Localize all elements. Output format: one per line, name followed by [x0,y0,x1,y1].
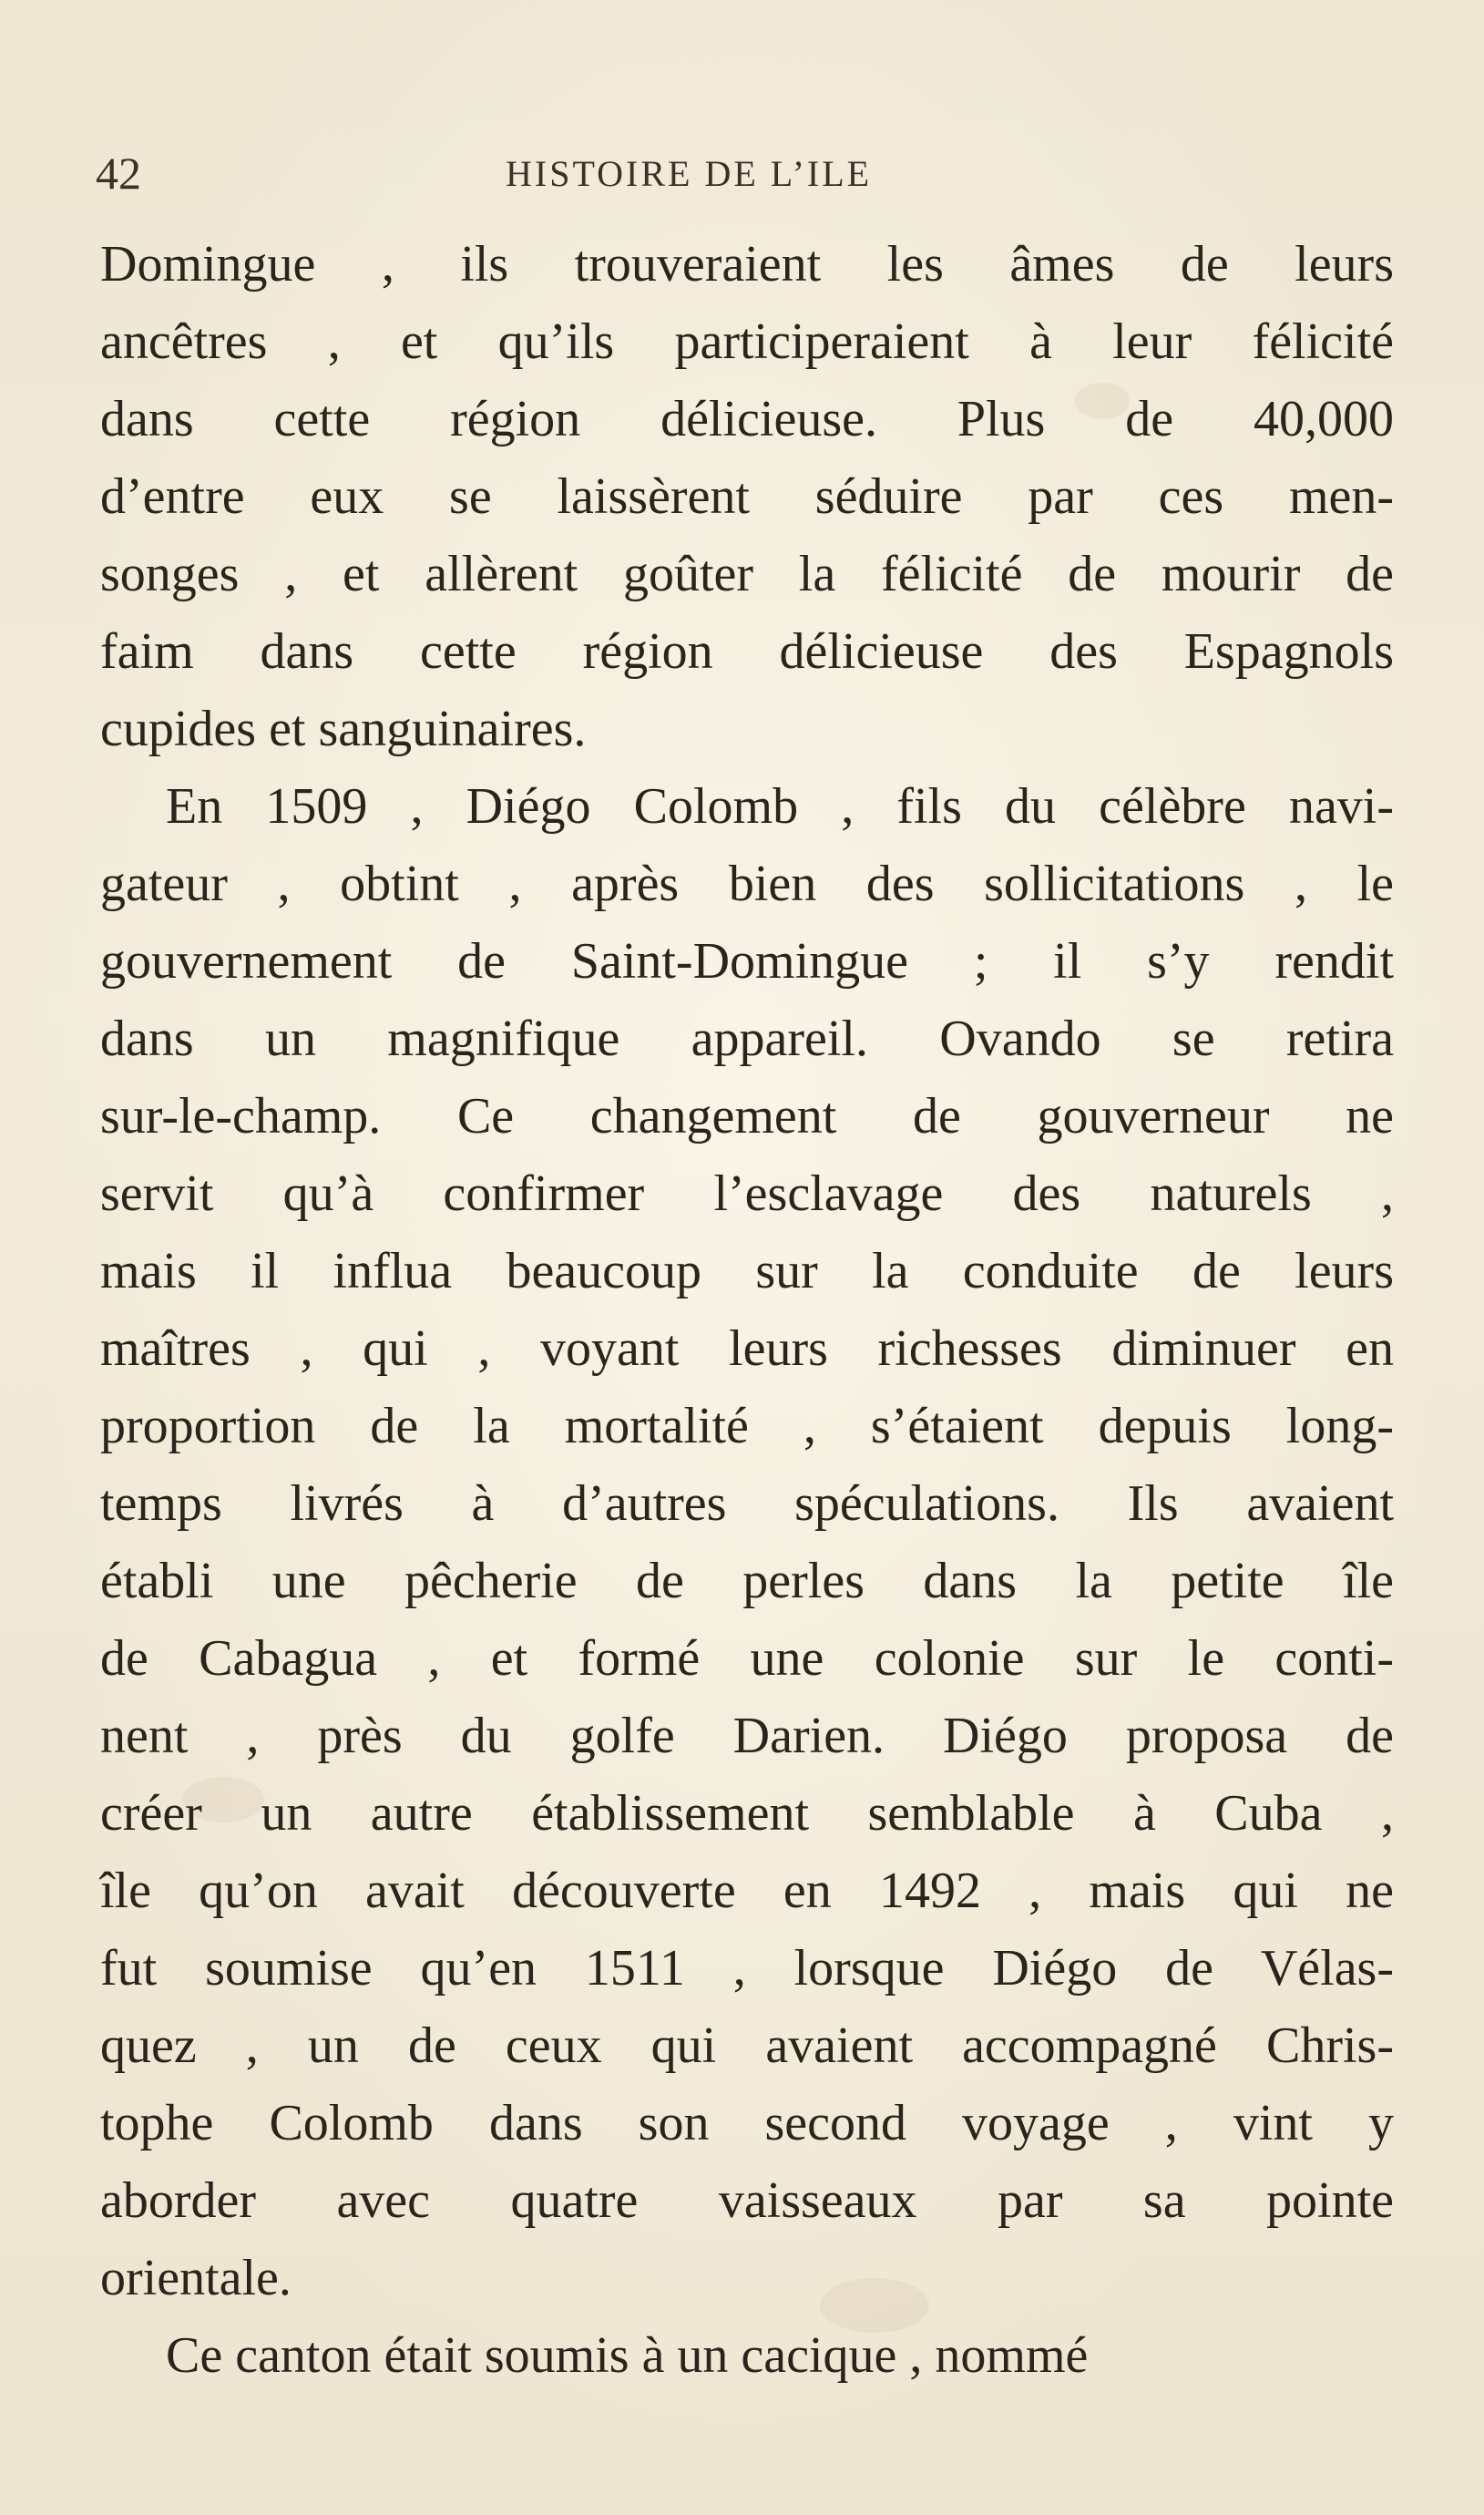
text-line: Ce canton était soumis à un cacique , nommé [166,2327,1089,2384]
text-line: fut soumise qu’en 1511 , lorsque Diégo de Vélas- [100,1940,1394,1997]
text-line: Domingue , ils trouveraient les âmes de leurs [100,236,1394,293]
paragraph [100,2317,1394,2395]
text-line: tophe Colomb dans son second voyage , vint y [100,2095,1394,2151]
text-line: temps livrés à d’autres spéculations. Ils avaient [100,1475,1394,1532]
text-line: cupides et sanguinaires. [100,701,587,757]
text-line: gateur , obtint , après bien des sollicitations , le [100,856,1394,912]
text-line: nent , près du golfe Darien. Diégo proposa de [100,1708,1394,1764]
paragraph [100,768,1394,2317]
running-head: HISTOIRE DE L’ILE [506,153,873,194]
text-line: sur-le-champ. Ce changement de gouverneur ne [100,1088,1394,1145]
text-line: songes , et allèrent goûter la félicité de mourir de [100,546,1394,602]
text-line: quez , un de ceux qui avaient accompagné Chris- [100,2017,1394,2074]
page-number: 42 [96,148,141,199]
text-line: maîtres , qui , voyant leurs richesses diminuer en [100,1320,1394,1377]
text-line: proportion de la mortalité , s’étaient depuis long- [100,1398,1394,1454]
paragraph [100,226,1394,768]
text-line: servit qu’à confirmer l’esclavage des naturels , [100,1165,1394,1222]
text-line: de Cabagua , et formé une colonie sur le conti- [100,1630,1394,1687]
text-line: créer un autre établissement semblable à Cuba , [100,1785,1394,1842]
text-line: île qu’on avait découverte en 1492 , mais qui ne [100,1863,1394,1919]
text-line: aborder avec quatre vaisseaux par sa pointe [100,2172,1394,2229]
text-line: établi une pêcherie de perles dans la petite île [100,1553,1394,1609]
text-line: En 1509 , Diégo Colomb , fils du célèbre navi- [166,778,1394,835]
text-line: faim dans cette région délicieuse des Espagnols [100,623,1394,680]
text-line: mais il influa beaucoup sur la conduite de leurs [100,1243,1394,1299]
body-text [100,226,1394,2395]
text-line: dans cette région délicieuse. Plus de 40,000 [100,391,1394,447]
text-line: d’entre eux se laissèrent séduire par ces men- [100,468,1394,525]
text-line: gouvernement de Saint-Domingue ; il s’y rendit [100,933,1394,990]
text-line: dans un magnifique appareil. Ovando se retira [100,1011,1394,1067]
text-line: orientale. [100,2250,292,2306]
text-line: ancêtres , et qu’ils participeraient à leur félicité [100,313,1394,370]
page-header [96,146,1389,200]
